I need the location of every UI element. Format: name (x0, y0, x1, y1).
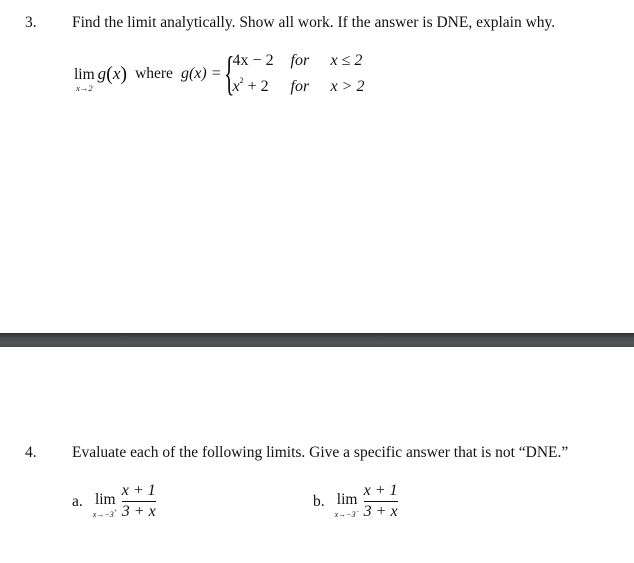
case-2-condition: x > 2 (330, 78, 365, 95)
fraction-bar (122, 501, 156, 502)
section-separator-bar (0, 333, 634, 347)
problem-4-instruction: Evaluate each of the following limits. Give a specific answer that is not “DNE.” (72, 444, 569, 461)
case-2-expression: $x^2 + 2$ (232, 76, 269, 95)
left-brace-icon: { (223, 47, 234, 100)
case-1-condition: x ≤ 2 (330, 52, 363, 69)
problem-3-expression (74, 47, 383, 100)
part-a-fraction (122, 482, 156, 521)
part-a-label: a. (72, 492, 83, 510)
part-b-label: b. (313, 492, 325, 510)
case-1-expression: 4x − 2 (232, 52, 274, 69)
open-paren: ( (106, 63, 113, 85)
part-b-limit-operator: lim x→−3− (334, 491, 360, 519)
problem-4-number: 4. (25, 444, 37, 461)
part-b-fraction (364, 482, 398, 521)
definition-lhs: g(x) = (180, 65, 222, 82)
problem-4-part-b (313, 482, 398, 521)
part-a-numerator: x + 1 (121, 482, 156, 499)
case-1-for: for (290, 52, 310, 69)
part-a-limit-operator: lim x→−3+ (92, 491, 118, 519)
piecewise-cases (233, 51, 383, 97)
close-paren: ) (120, 63, 128, 85)
where-label: where (135, 65, 173, 82)
problem-4-part-a (72, 482, 156, 521)
limit-operator: lim x→2 (74, 66, 95, 93)
limit-variable: x (112, 64, 121, 83)
limit-function: g (97, 64, 107, 83)
part-b-limit-subscript: x→−3− (334, 509, 360, 519)
case-2-for: for (290, 78, 310, 95)
fraction-bar (364, 501, 398, 502)
problem-3-number: 3. (25, 14, 37, 31)
limit-subscript: x→2 (76, 83, 93, 93)
part-a-limit-subscript: x→−3+ (92, 509, 118, 519)
part-a-denominator: 3 + x (121, 503, 156, 520)
part-b-denominator: 3 + x (363, 503, 398, 520)
part-b-numerator: x + 1 (363, 482, 398, 499)
problem-3-instruction: Find the limit analytically. Show all work. If the answer is DNE, explain why. (72, 14, 556, 31)
